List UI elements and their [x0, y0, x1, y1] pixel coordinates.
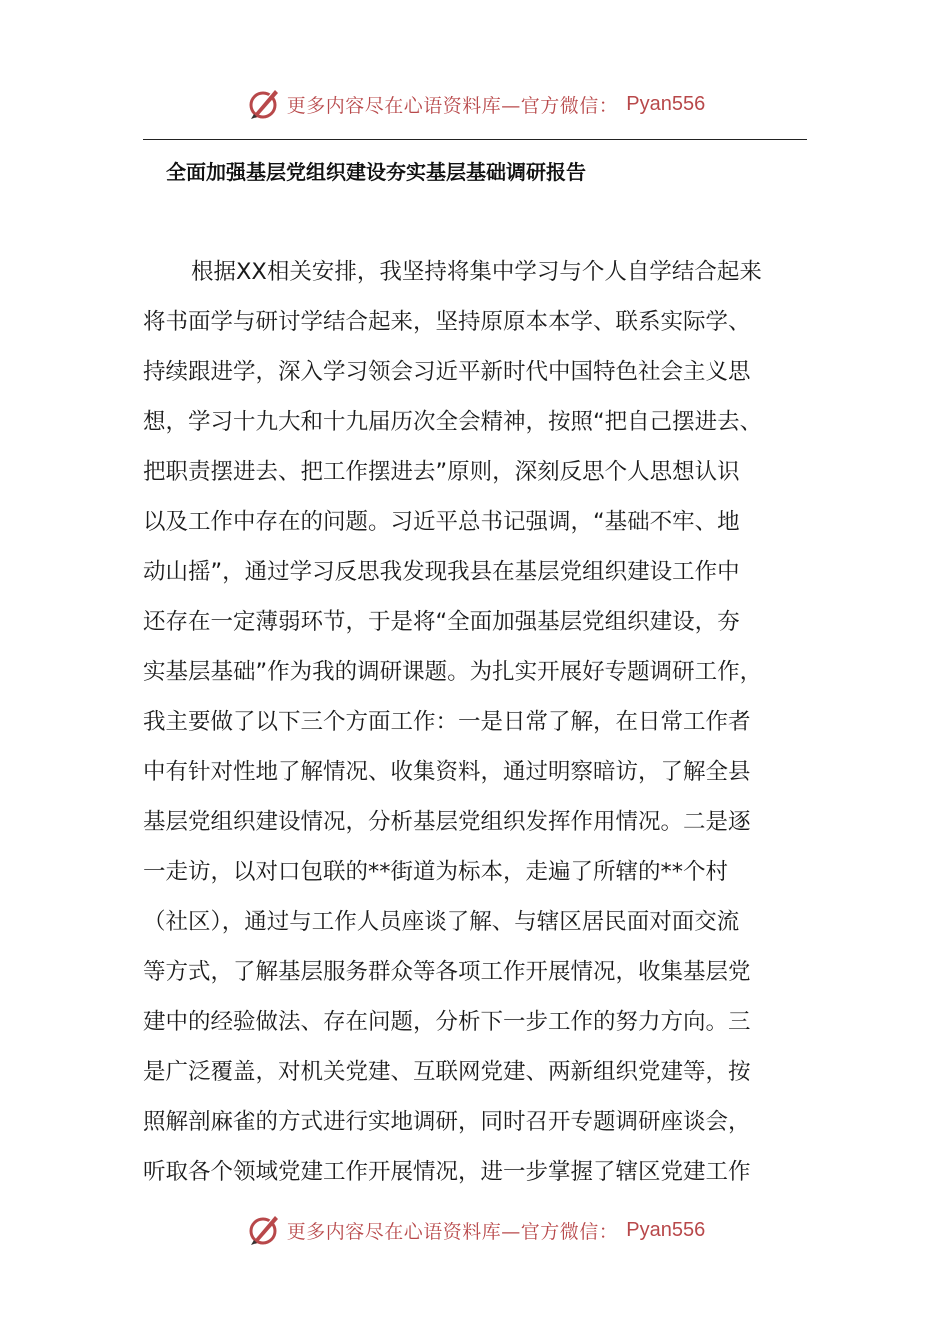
footer-banner-text: 更多内容尽在心语资料库—官方微信：: [286, 1220, 619, 1243]
footer-wechat-id: Pyan556: [626, 1218, 706, 1241]
body-line: 把职责摆进去、把工作摆进去”原则，深刻反思个人思想认识: [143, 459, 740, 485]
body-line: 一走访，以对口包联的**街道为标本，走遍了所辖的**个村: [143, 859, 729, 885]
body-line: 听取各个领域党建工作开展情况，进一步掌握了辖区党建工作: [143, 1159, 751, 1185]
body-line: 基层党组织建设情况，分析基层党组织发挥作用情况。二是逐: [143, 809, 751, 835]
header-wechat-id: Pyan556: [626, 92, 706, 115]
body-line: 想，学习十九大和十九届历次全会精神，按照“把自己摆进去、: [143, 409, 763, 435]
document-body: [143, 247, 823, 1197]
body-line: 是广泛覆盖，对机关党建、互联网党建、两新组织党建等，按: [143, 1059, 751, 1085]
body-line: 动山摇”，通过学习反思我发现我县在基层党组织建设工作中: [143, 559, 740, 585]
quill-pen-logo-icon: [245, 86, 281, 122]
footer-banner: [0, 1208, 950, 1252]
header-divider: [143, 139, 807, 140]
quill-pen-logo-icon: [245, 1212, 281, 1248]
footer-banner-content: [245, 1212, 705, 1248]
header-banner-text: 更多内容尽在心语资料库—官方微信：: [286, 94, 619, 117]
body-line: 我主要做了以下三个方面工作：一是日常了解，在日常工作者: [143, 709, 751, 735]
body-line: 将书面学与研讨学结合起来，坚持原原本本学、联系实际学、: [143, 309, 751, 335]
body-line: 实基层基础”作为我的调研课题。为扎实开展好专题调研工作，: [143, 659, 763, 685]
body-line: （社区），通过与工作人员座谈了解、与辖区居民面对面交流: [143, 909, 740, 935]
body-line: 根据XX相关安排，我坚持将集中学习与个人自学结合起来: [191, 259, 762, 285]
body-line: 建中的经验做法、存在问题，分析下一步工作的努力方向。三: [143, 1009, 751, 1035]
body-line: 照解剖麻雀的方式进行实地调研，同时召开专题调研座谈会，: [143, 1109, 751, 1135]
document-title: 全面加强基层党组织建设夯实基层基础调研报告: [166, 160, 586, 184]
body-line: 中有针对性地了解情况、收集资料，通过明察暗访，了解全县: [143, 759, 751, 785]
body-line: 以及工作中存在的问题。习近平总书记强调，“基础不牢、地: [143, 509, 740, 535]
header-banner-content: [245, 86, 705, 122]
body-line: 等方式，了解基层服务群众等各项工作开展情况，收集基层党: [143, 959, 751, 985]
body-line: 持续跟进学，深入学习领会习近平新时代中国特色社会主义思: [143, 359, 751, 385]
body-line: 还存在一定薄弱环节，于是将“全面加强基层党组织建设，夯: [143, 609, 740, 635]
header-banner: [0, 82, 950, 126]
